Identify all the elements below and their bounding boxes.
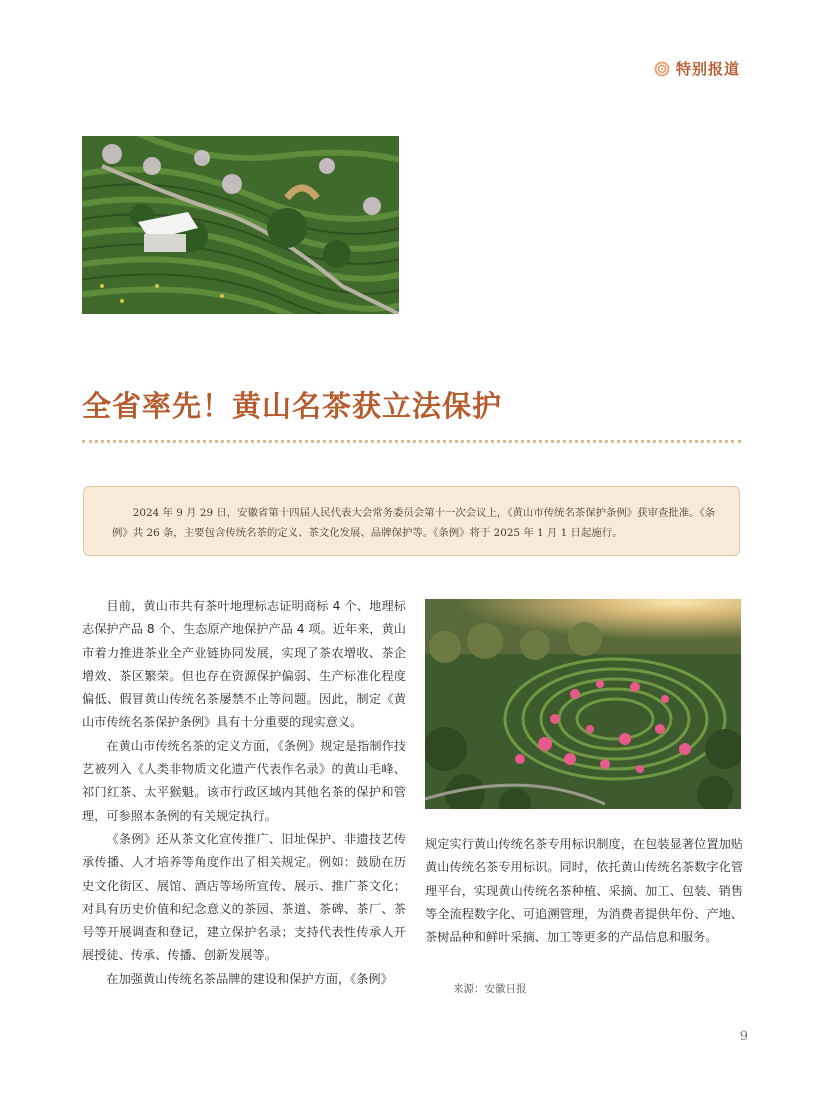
aerial-tea-plantation-sunset-photo: [425, 599, 741, 809]
aerial-tea-garden-photo: [82, 136, 399, 314]
section-tag-label: 特别报道: [675, 60, 740, 78]
article-column-left: [82, 595, 406, 991]
article-column-right: [425, 833, 743, 949]
page-number: 9: [739, 1029, 748, 1044]
article-continuation: 规定实行黄山传统名茶专用标识制度，在包装显著位置加贴黄山传统名茶专用标识。同时，依托黄山传统名茶数字化管理平台，实现黄山传统名茶种植、采摘、加工、包装、销售等全流程数字化、可追溯管理，为消费者提供年份、产地、茶树品种和鲜叶采摘、加工等更多的产品信息和服务。: [425, 837, 743, 945]
article-intro-box: [83, 486, 740, 556]
flower-emblem-icon: [654, 61, 670, 77]
section-tag: [654, 58, 740, 79]
article-paragraph: 目前，黄山市共有茶叶地理标志证明商标 4 个、地理标志保护产品 8 个、生态原产地保护产品 4 项。近年来，黄山市着力推进茶业全产业链协同发展，实现了茶农增收、茶企增效、茶区繁荣。但也存在资源保护偏弱、生产标准化程度偏低、假冒黄山传统名茶屡禁不止等问题。因此，制定《黄山市传统名茶保护条例》具有十分重要的现实意义。: [82, 599, 406, 730]
article-title: 全省率先！黄山名茶获立法保护: [82, 389, 503, 423]
article-paragraph: 在加强黄山传统名茶品牌的建设和保护方面，《条例》: [106, 971, 393, 986]
article-source: 来源：安徽日报: [453, 983, 527, 995]
title-divider: [82, 440, 741, 443]
article-paragraph: 《条例》还从茶文化宣传推广、旧址保护、非遗技艺传承传播、人才培养等角度作出了相关规定。例如：鼓励在历史文化街区、展馆、酒店等场所宣传、展示、推广茶文化；对具有历史价值和纪念意义的茶园、茶道、茶碑、茶厂、茶号等开展调查和登记，建立保护名录；支持代表性传承人开展授徒、传承、传播、创新发展等。: [82, 831, 406, 963]
article-intro: 2024 年 9 月 29 日，安徽省第十四届人民代表大会常务委员会第十一次会议上，《黄山市传统名茶保护条例》获审查批准。《条例》共 26 条，主要包含传统名茶的定义、茶文化发展、品牌保护等。《条例》将于 2025 年 1 月 1 日起施行。: [112, 507, 716, 539]
article-paragraph: 在黄山市传统名茶的定义方面，《条例》规定是指制作技艺被列入《人类非物质文化遗产代表作名录》的黄山毛峰、祁门红茶、太平猴魁。该市行政区域内其他名茶的保护和管理，可参照本条例的有关规定执行。: [82, 738, 406, 823]
